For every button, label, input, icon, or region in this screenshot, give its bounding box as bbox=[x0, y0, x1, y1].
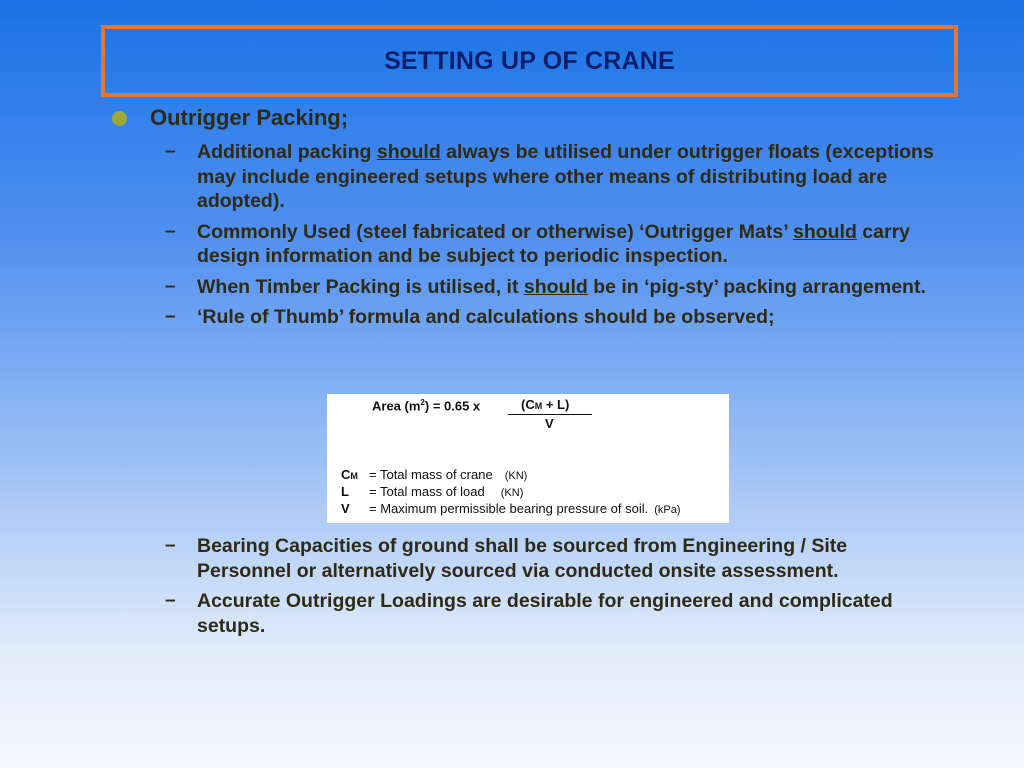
main-bullet-text: Outrigger Packing; bbox=[150, 105, 349, 130]
dash-icon: – bbox=[165, 275, 176, 297]
definition-cm: CM = Total mass of crane (KN) bbox=[341, 467, 528, 482]
list-item bbox=[165, 305, 935, 330]
definition-v: V = Maximum permissible bearing pressure of soil. (kPa) bbox=[341, 501, 681, 516]
formula-denominator: V bbox=[545, 416, 554, 431]
dash-icon: – bbox=[165, 590, 176, 611]
list-item bbox=[165, 589, 935, 638]
dash-icon: – bbox=[165, 141, 176, 162]
list-item bbox=[165, 220, 935, 269]
list-item-text: ‘Rule of Thumb’ formula and calculations should be observed; bbox=[197, 306, 775, 328]
slide-title: SETTING UP OF CRANE bbox=[384, 46, 675, 75]
list-item-text: Additional packing should always be utilised under outrigger floats (exceptions may include engineered setups where other means of distributing load are adopted). bbox=[197, 141, 934, 212]
dash-icon: – bbox=[165, 220, 176, 242]
bullet-dot-icon bbox=[112, 111, 127, 126]
sublist-top bbox=[165, 140, 935, 336]
formula-numerator: (CM + L) bbox=[521, 397, 570, 412]
list-item-text: Accurate Outrigger Loadings are desirable for engineered and complicated setups. bbox=[197, 590, 893, 637]
list-item bbox=[165, 140, 935, 214]
list-item bbox=[165, 534, 935, 583]
definition-l: L = Total mass of load (KN) bbox=[341, 484, 524, 499]
list-item-text: Bearing Capacities of ground shall be sourced from Engineering / Site Personnel or alternatively sourced via conducted onsite assessment. bbox=[197, 535, 848, 582]
list-item bbox=[165, 275, 935, 300]
dash-icon: – bbox=[165, 306, 176, 327]
list-item-text: Commonly Used (steel fabricated or otherwise) ‘Outrigger Mats’ should carry design information and be subject to periodic inspection. bbox=[197, 220, 911, 267]
list-item-text: When Timber Packing is utilised, it should be in ‘pig-sty’ packing arrangement. bbox=[197, 275, 926, 298]
main-bullet bbox=[112, 105, 348, 131]
formula-area: Area $(m^2) = 0.65$ x bbox=[372, 398, 481, 414]
slide-title-box bbox=[101, 25, 958, 97]
formula-image bbox=[327, 394, 729, 523]
dash-icon: – bbox=[165, 535, 176, 556]
sublist-bottom bbox=[165, 534, 935, 644]
fraction-line bbox=[508, 414, 592, 415]
